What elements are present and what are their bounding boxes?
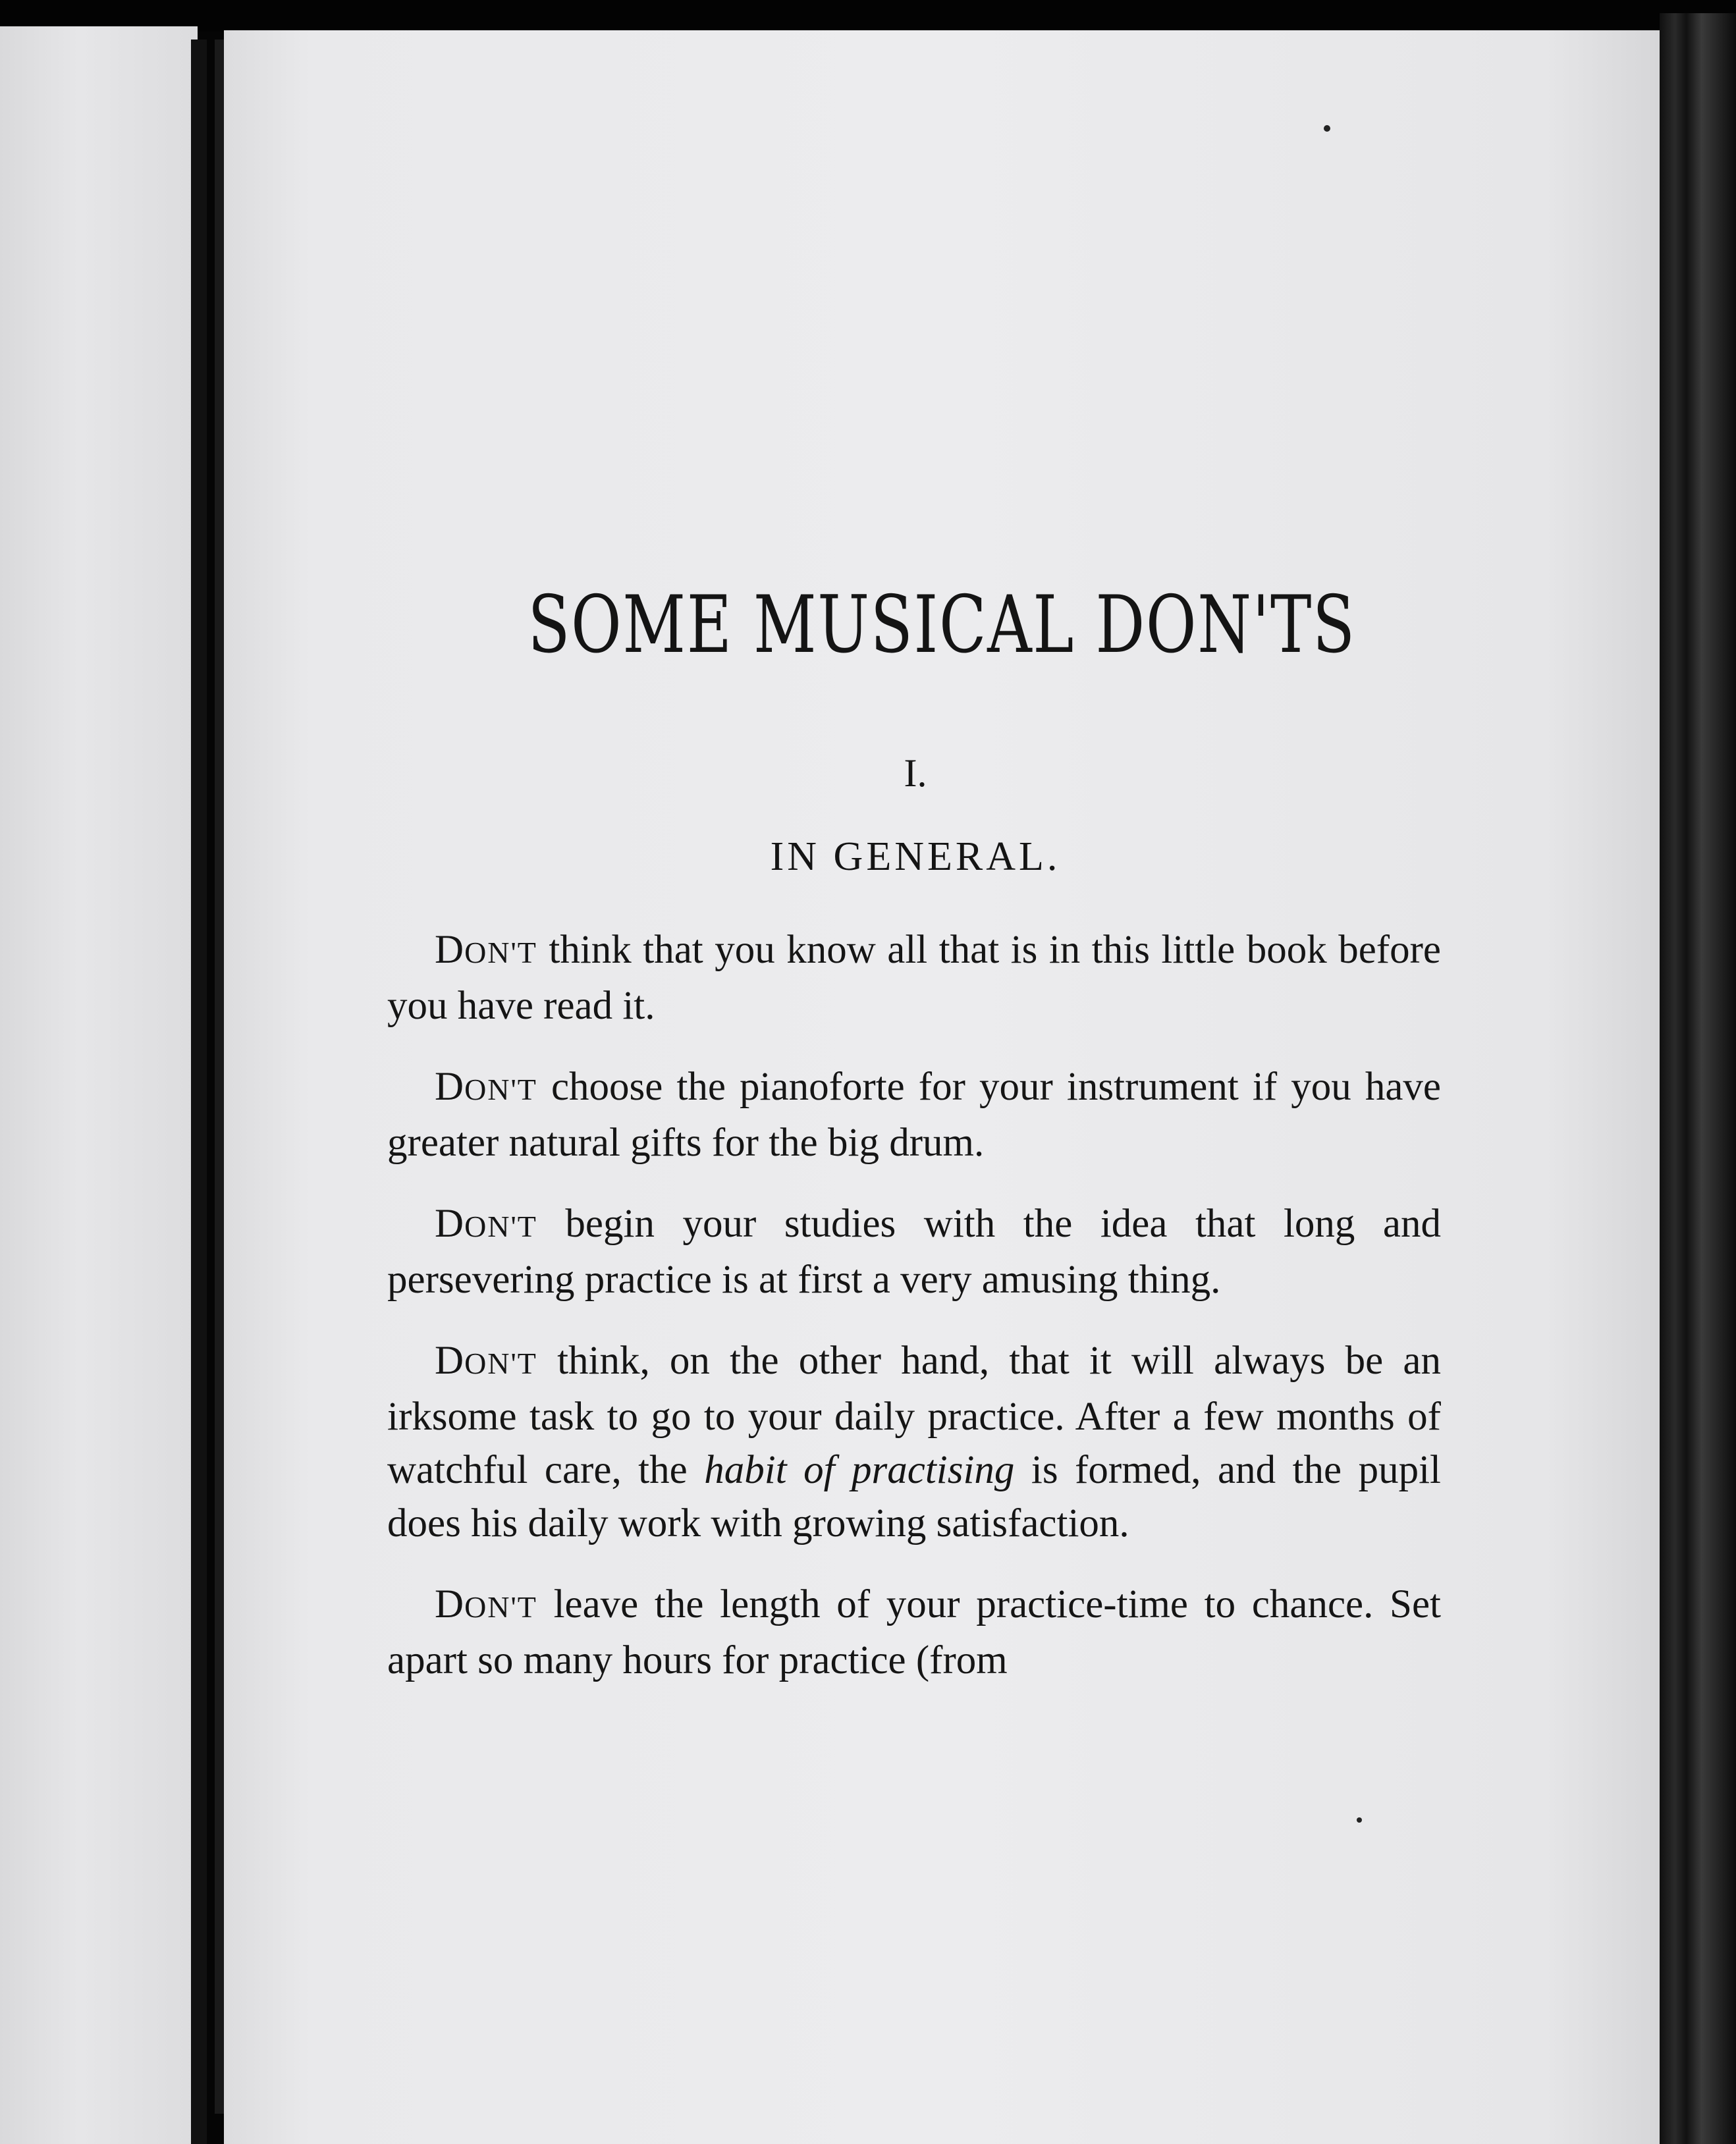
scan-top-border	[0, 0, 1736, 32]
paragraph-text: begin your studies with the idea that long and persevering practice is at first a very amusing thing.	[387, 1202, 1441, 1302]
paragraph	[387, 923, 1441, 1032]
book-gutter	[215, 40, 224, 2114]
paragraph-text: think, on the other hand, that it will always be an irksome task to go to your daily practice. After a few months of watchful care, the	[387, 1339, 1441, 1492]
page-title: SOME MUSICAL DON'TS	[528, 579, 1356, 671]
paragraph-lead: DON'T	[435, 1582, 537, 1626]
paragraph-text: think that you know all that is in this little book before you have read it.	[387, 928, 1441, 1028]
paragraph-lead: DON'T	[435, 1339, 537, 1383]
emphasized-phrase: habit of practising	[704, 1448, 1015, 1492]
paragraph-lead: DON'T	[435, 928, 537, 972]
paragraph-text: leave the length of your practice-time to chance. Set apart so many hours for practice (from	[387, 1582, 1441, 1682]
paragraph-text: choose the pianoforte for your instrument if you have greater natural gifts for the big drum.	[387, 1065, 1441, 1165]
paragraph	[387, 1578, 1441, 1687]
paragraph-lead: DON'T	[435, 1202, 537, 1246]
paragraph	[387, 1060, 1441, 1169]
page-stack-edge	[1660, 13, 1736, 2144]
paper-speck	[1357, 1817, 1362, 1823]
section-number: I.	[904, 751, 927, 795]
paragraph	[387, 1197, 1441, 1306]
paper-speck	[1324, 125, 1330, 132]
section-heading: IN GENERAL.	[770, 834, 1061, 879]
paragraph-lead: DON'T	[435, 1065, 537, 1109]
paragraph-text: is formed, and the pupil does his daily work with growing satisfaction.	[387, 1448, 1441, 1545]
previous-page-edge	[191, 40, 207, 2144]
previous-page-fragment	[0, 26, 198, 2144]
paragraph	[387, 1334, 1441, 1550]
body-text	[387, 923, 1441, 1715]
